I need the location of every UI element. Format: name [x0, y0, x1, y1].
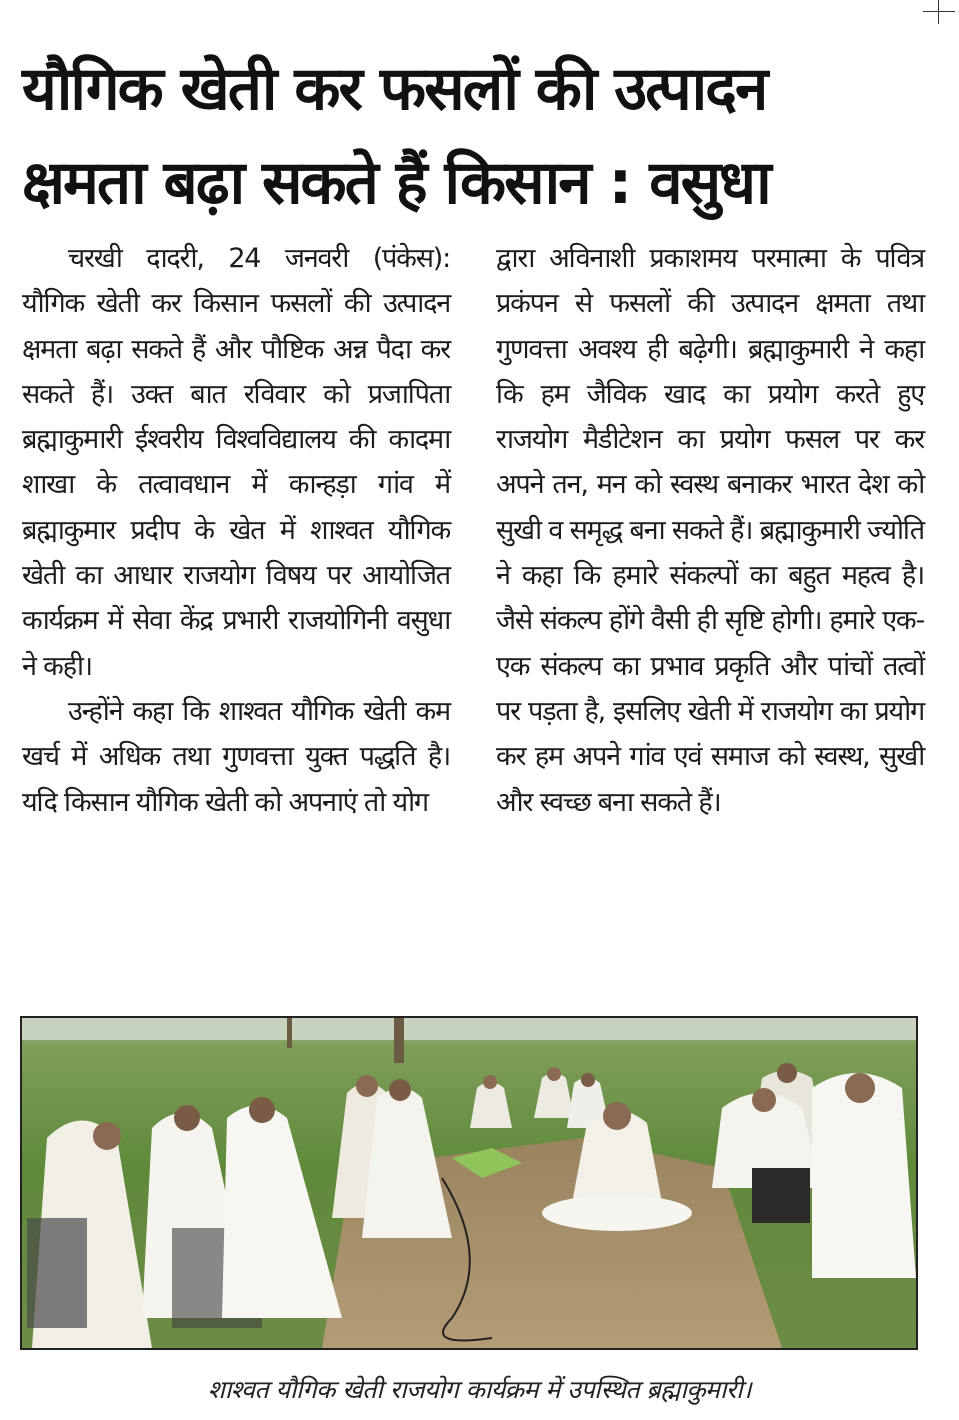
photo-caption: शाश्वत यौगिक खेती राजयोग कार्यक्रम में उपस्थित ब्रह्माकुमारी। [207, 1375, 752, 1404]
dateline: चरखी दादरी, 24 जनवरी (पंकेस): [68, 243, 450, 274]
crop-mark [923, 0, 955, 24]
news-photo [20, 1016, 918, 1350]
photo-illustration [22, 1018, 916, 1348]
headline [22, 42, 922, 230]
headline-line-2: क्षमता बढ़ा सकते हैं किसान : वसुधा [22, 148, 770, 218]
sky-haze [22, 1018, 916, 1040]
paragraph-1 [22, 236, 450, 689]
paragraph-1-body: यौगिक खेती कर किसान फसलों की उत्पादन क्षमता बढ़ा सकते हैं और पौष्टिक अन्न पैदा कर सकते हैं। उक्त बात रविवार को प्रजापिता ब्रह्माकुमारी ईश्वरीय विश्वविद्यालय की कादमा शाखा के तत्वावधान में कान्हड़ा गांव में ब्रह्माकुमार प्रदीप के खेत में शाश्वत यौगिक खेती का आधार राजयोग विषय पर आयोजित कार्यक्रम में सेवा केंद्र प्रभारी राजयोगिनी वसुधा ने कही। [22, 288, 450, 682]
headline-line-1: यौगिक खेती कर फसलों की उत्पादन [22, 54, 767, 124]
article-column-right [496, 236, 924, 825]
speaker-box [752, 1168, 810, 1223]
article-column-left [22, 236, 450, 825]
paragraph-2-continued: द्वारा अविनाशी प्रकाशमय परमात्मा के पवित्र प्रकंपन से फसलों की उत्पादन क्षमता तथा गुणवत्ता अवश्य ही बढ़ेगी। ब्रह्माकुमारी ने कहा कि हम जैविक खाद का प्रयोग करते हुए राजयोग मैडीटेशन का प्रयोग फसल पर कर अपने तन, मन को स्वस्थ बनाकर भारत देश को सुखी व समृद्ध बना सकते हैं। ब्रह्माकुमारी ज्योति ने कहा कि हमारे संकल्पों का बहुत महत्व है। जैसे संकल्प होंगे वैसी ही सृष्टि होगी। हमारे एक-एक संकल्प का प्रभाव प्रकृति और पांचों तत्वों पर पड़ता है, इसलिए खेती में राजयोग का प्रयोग कर हम अपने गांव एवं समाज को स्वस्थ, सुखी और स्वच्छ बना सकते हैं। [496, 243, 924, 818]
tree-trunk [394, 1018, 404, 1063]
paragraph-2-start: उन्होंने कहा कि शाश्वत यौगिक खेती कम खर्च में अधिक तथा गुणवत्ता युक्त पद्धति है। यदि किसान यौगिक खेती को अपनाएं तो योग [22, 695, 450, 818]
